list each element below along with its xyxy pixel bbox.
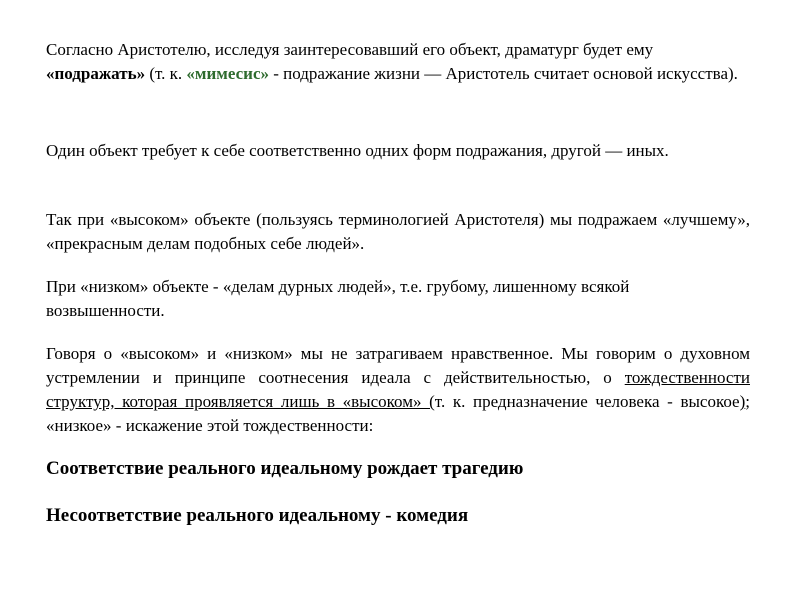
identity-underlined-2: ) (739, 392, 746, 411)
paragraph-forms: Один объект требует к себе соответственно одних форм подражания, другой — иных. (46, 141, 669, 160)
intro-text-2: (т. к. (145, 64, 187, 83)
paragraph-high-object: Так при «высоком» объекте (пользуясь терминологией Аристотеля) мы подражаем «лучшему», «прекрасным делам подобных себе людей». (46, 210, 750, 253)
identity-text-2: т. к. предназначение человека - высокое (434, 392, 740, 411)
intro-paragraph (46, 38, 750, 86)
term-mimesis: «мимесис» (186, 64, 270, 83)
term-podrazhat: «подражать» (46, 64, 146, 83)
identity-underlined-1: тождественности структур, которая проявляется лишь в «высоком» ( (46, 368, 750, 411)
identity-text-3: ; «низкое» - искажение этой тождественности: (46, 392, 751, 435)
intro-text-1: Согласно Аристотелю, исследуя заинтересовавший его объект, драматург будет ему (46, 40, 654, 59)
heading-comedy: Несоответствие реального идеальному - комедия (46, 505, 469, 526)
intro-text-3: - подражание жизни — Аристотель считает основой искусства). (269, 64, 738, 83)
paragraph-low-object: При «низком» объекте - «делам дурных людей», т.е. грубому, лишенному всякой возвышенности. (46, 277, 630, 320)
paragraph-identity (46, 342, 750, 438)
heading-tragedy: Соответствие реального идеальному рождает трагедию (46, 458, 524, 479)
identity-text-1: Говоря о «высоком» и «низком» мы не затрагиваем нравственное. Мы говорим о духовном устремлении и принципе соотнесения идеала с действительностью, о (46, 344, 750, 387)
